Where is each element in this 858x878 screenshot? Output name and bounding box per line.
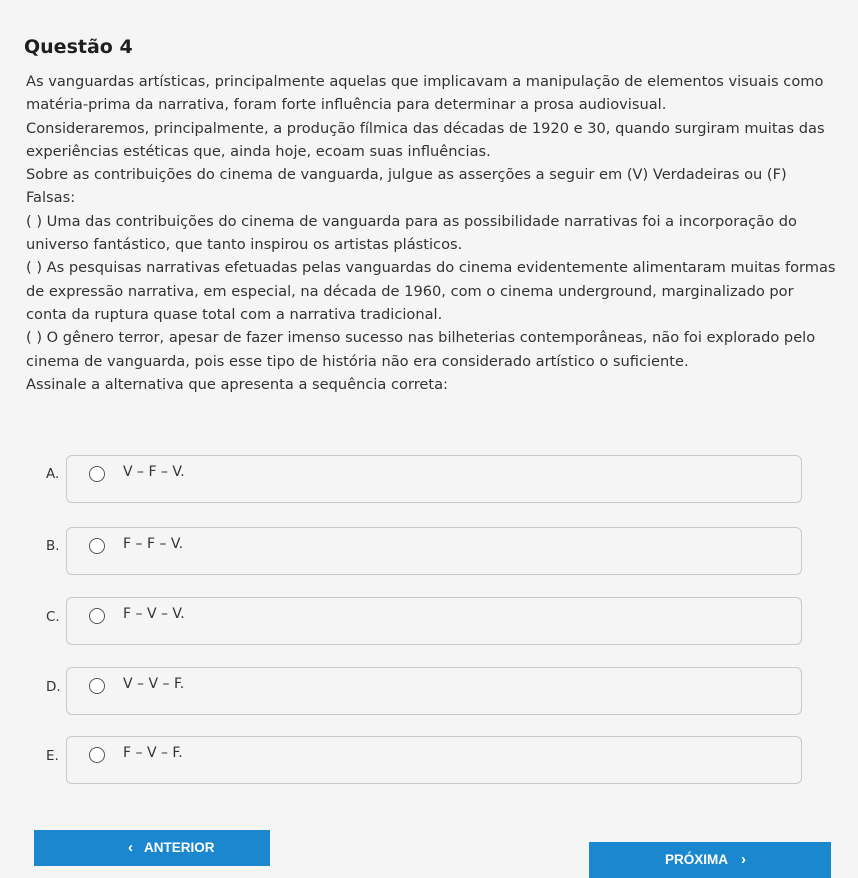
assertion-2: ( ) As pesquisas narrativas efetuadas pelas vanguardas do cinema evidentemente alimentaram muitas formas de expressão narrativa, em especial, na década de 1960, com o cinema underground, marginalizado por conta da ruptura quase total com a narrativa tradicional. bbox=[26, 259, 836, 323]
assertion-1: ( ) Uma das contribuições do cinema de vanguarda para as possibilidade narrativas foi a incorporação do universo fantástico, que tanto inspirou os artistas plásticos. bbox=[26, 212, 797, 254]
chevron-left-icon: ‹ bbox=[128, 839, 133, 856]
option-b-letter: B. bbox=[46, 538, 60, 554]
question-stem bbox=[26, 70, 838, 396]
option-c[interactable] bbox=[66, 597, 802, 645]
previous-button-label: ANTERIOR bbox=[144, 840, 215, 855]
previous-button[interactable] bbox=[34, 830, 270, 866]
assertion-3: ( ) O gênero terror, apesar de fazer imenso sucesso nas bilheterias contemporâneas, não foi explorado pelo cinema de vanguarda, pois esse tipo de história não era considerado artístico o suficiente. bbox=[26, 329, 816, 370]
stem-paragraph-1: As vanguardas artísticas, principalmente aquelas que implicavam a manipulação de elementos visuais como matéria-prima da narrativa, foram forte influência para determinar a prosa audiovisual. bbox=[26, 73, 824, 114]
option-d-letter: D. bbox=[46, 679, 61, 695]
option-c-letter: C. bbox=[46, 609, 60, 625]
stem-paragraph-3: Sobre as contribuições do cinema de vanguarda, julgue as asserções a seguir em (V) Verdadeiras ou (F) Falsas: bbox=[26, 166, 787, 207]
stem-paragraph-2: Consideraremos, principalmente, a produção fílmica das décadas de 1920 e 30, quando surgiram muitas das experiências estéticas que, ainda hoje, ecoam suas influências. bbox=[26, 119, 825, 160]
question-title: Questão 4 bbox=[24, 36, 133, 58]
option-a-text: V – F – V. bbox=[123, 464, 185, 480]
radio-circle-icon[interactable] bbox=[89, 608, 105, 624]
option-d[interactable] bbox=[66, 667, 802, 715]
option-a-letter: A. bbox=[46, 466, 60, 482]
instruction: Assinale a alternativa que apresenta a sequência correta: bbox=[26, 375, 448, 393]
option-e[interactable] bbox=[66, 736, 802, 784]
radio-circle-icon[interactable] bbox=[89, 466, 105, 482]
option-d-text: V – V – F. bbox=[123, 676, 185, 692]
chevron-right-icon: › bbox=[741, 851, 746, 868]
radio-circle-icon[interactable] bbox=[89, 538, 105, 554]
option-b[interactable] bbox=[66, 527, 802, 575]
option-b-text: F – F – V. bbox=[123, 536, 184, 552]
radio-circle-icon[interactable] bbox=[89, 747, 105, 763]
radio-circle-icon[interactable] bbox=[89, 678, 105, 694]
next-button[interactable] bbox=[589, 842, 831, 878]
option-e-text: F – V – F. bbox=[123, 745, 183, 761]
next-button-label: PRÓXIMA bbox=[665, 852, 729, 867]
option-c-text: F – V – V. bbox=[123, 606, 185, 622]
option-a[interactable] bbox=[66, 455, 802, 503]
option-e-letter: E. bbox=[46, 748, 59, 764]
